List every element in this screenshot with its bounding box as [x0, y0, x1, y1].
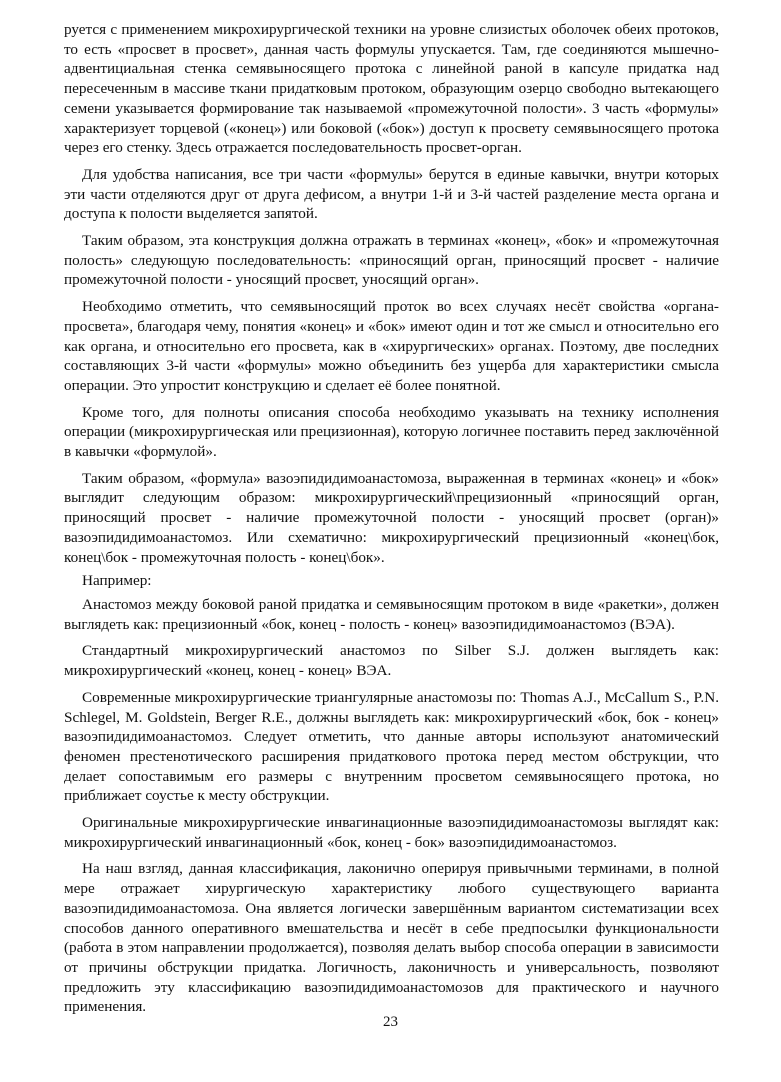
paragraph-12: На наш взгляд, данная классификация, лаконично оперируя привычными терминами, в полной мере отражает хирургическую характеристику любого существующего варианта вазоэпидидимоанастомоза. Она является логически завершённым вариантом систематизации всех способов данного оперативного вмешательства и несёт в себе предпосылки функциональности (работа в этом направлении продолжается), позволяя делать выбор способа операции в зависимости от причины обструкции придатка. Логичность, лаконичность и универсальность, позволяют предложить эту классификацию вазоэпидидимоанастомозов для практического и научного применения.	[64, 860, 719, 1016]
paragraph-6: Таким образом, «формула» вазоэпидидимоанастомоза, выраженная в терминах «конец» и «бок» выглядит следующим образом: микрохирургический\прецизионный «приносящий орган, приносящий просвет - наличие промежуточной полости - уносящий просвет (орган)» вазоэпидидимоанастомоз. Или схематично: микрохирургический прецизионный «конец\бок, конец\бок - промежуточная полость - конец\бок».	[64, 469, 719, 566]
paragraph-8: Анастомоз между боковой раной придатка и семявыносящим протоком в виде «ракетки», должен выглядеть как: прецизионный «бок, конец - полость - конец» вазоэпидидимоанастомоз (ВЭА).	[64, 595, 719, 633]
paragraph-1: руется с применением микрохирургической техники на уровне слизистых оболочек обеих протоков, то есть «просвет в просвет», данная часть формулы упускается. Там, где соединяются мышечно-адвентициальная стенка семявыносящего протока с линейной раной в капсуле придатка над пересеченным в массиве ткани придатковым протоком, образующим озерцо свободно вытекающего семени указывается формирование так называемой «промежуточной полости». 3 часть «формулы» характеризует торцевой («конец») или боковой («бок») доступ к просвету семявыносящего протока через его стенку. Здесь отражается последовательность просвет-орган.	[64, 21, 719, 157]
paragraph-4: Необходимо отметить, что семявыносящий проток во всех случаях несёт свойства «органа-просвета», благодаря чему, понятия «конец» и «бок» имеют один и тот же смысл и относительно его как органа, и относительно его просвета, как в «хирургических» органах. Поэтому, две последних составляющих 3-й части «формулы» можно объединить без ущерба для характеристики смысла операции. Это упростит конструкцию и сделает её более понятной.	[64, 298, 719, 394]
paragraph-9: Стандартный микрохирургический анастомоз по Silber S.J. должен выглядеть как: микрохирургический «конец, конец - конец» ВЭА.	[64, 642, 719, 680]
paragraph-11: Оригинальные микрохирургические инвагинационные вазоэпидидимоанастомозы выглядят как: микрохирургический инвагинационный «бок, конец - бок» вазоэпидидимоанастомоз.	[64, 814, 719, 851]
paragraph-10: Современные микрохирургические триангулярные анастомозы по: Thomas A.J., McCallum S., P.N. Schlegel, M. Goldstein, Berger R.E., должны выглядеть как: микрохирургический «бок, бок - конец» вазоэпидидимоанастомоз. Следует отметить, что данные авторы используют анатомический феномен престенотического расширения придаткового протока перед местом обструкции, что делает сопоставимым его размеры с внутренним просветом семявыносящего протока, но приближает соустье к месту обструкции.	[64, 688, 719, 805]
paragraph-2: Для удобства написания, все три части «формулы» берутся в единые кавычки, внутри которых эти части отделяются друг от друга дефисом, а внутри 1-й и 3-й частей разделение места органа и доступа к полости выделяется запятой.	[64, 165, 719, 223]
paragraph-3: Таким образом, эта конструкция должна отражать в терминах «конец», «бок» и «промежуточная полость» следующую последовательность: «приносящий орган, приносящий просвет - наличие промежуточной полости - уносящий просвет, уносящий орган».	[64, 232, 719, 289]
page-number: 23	[383, 1014, 398, 1030]
paragraph-7: Например:	[82, 572, 152, 590]
paragraph-5: Кроме того, для полноты описания способа необходимо указывать на технику исполнения операции (микрохирургическая или прецизионная), которую логичнее поставить перед заключённой в кавычки «формулой».	[64, 403, 719, 461]
